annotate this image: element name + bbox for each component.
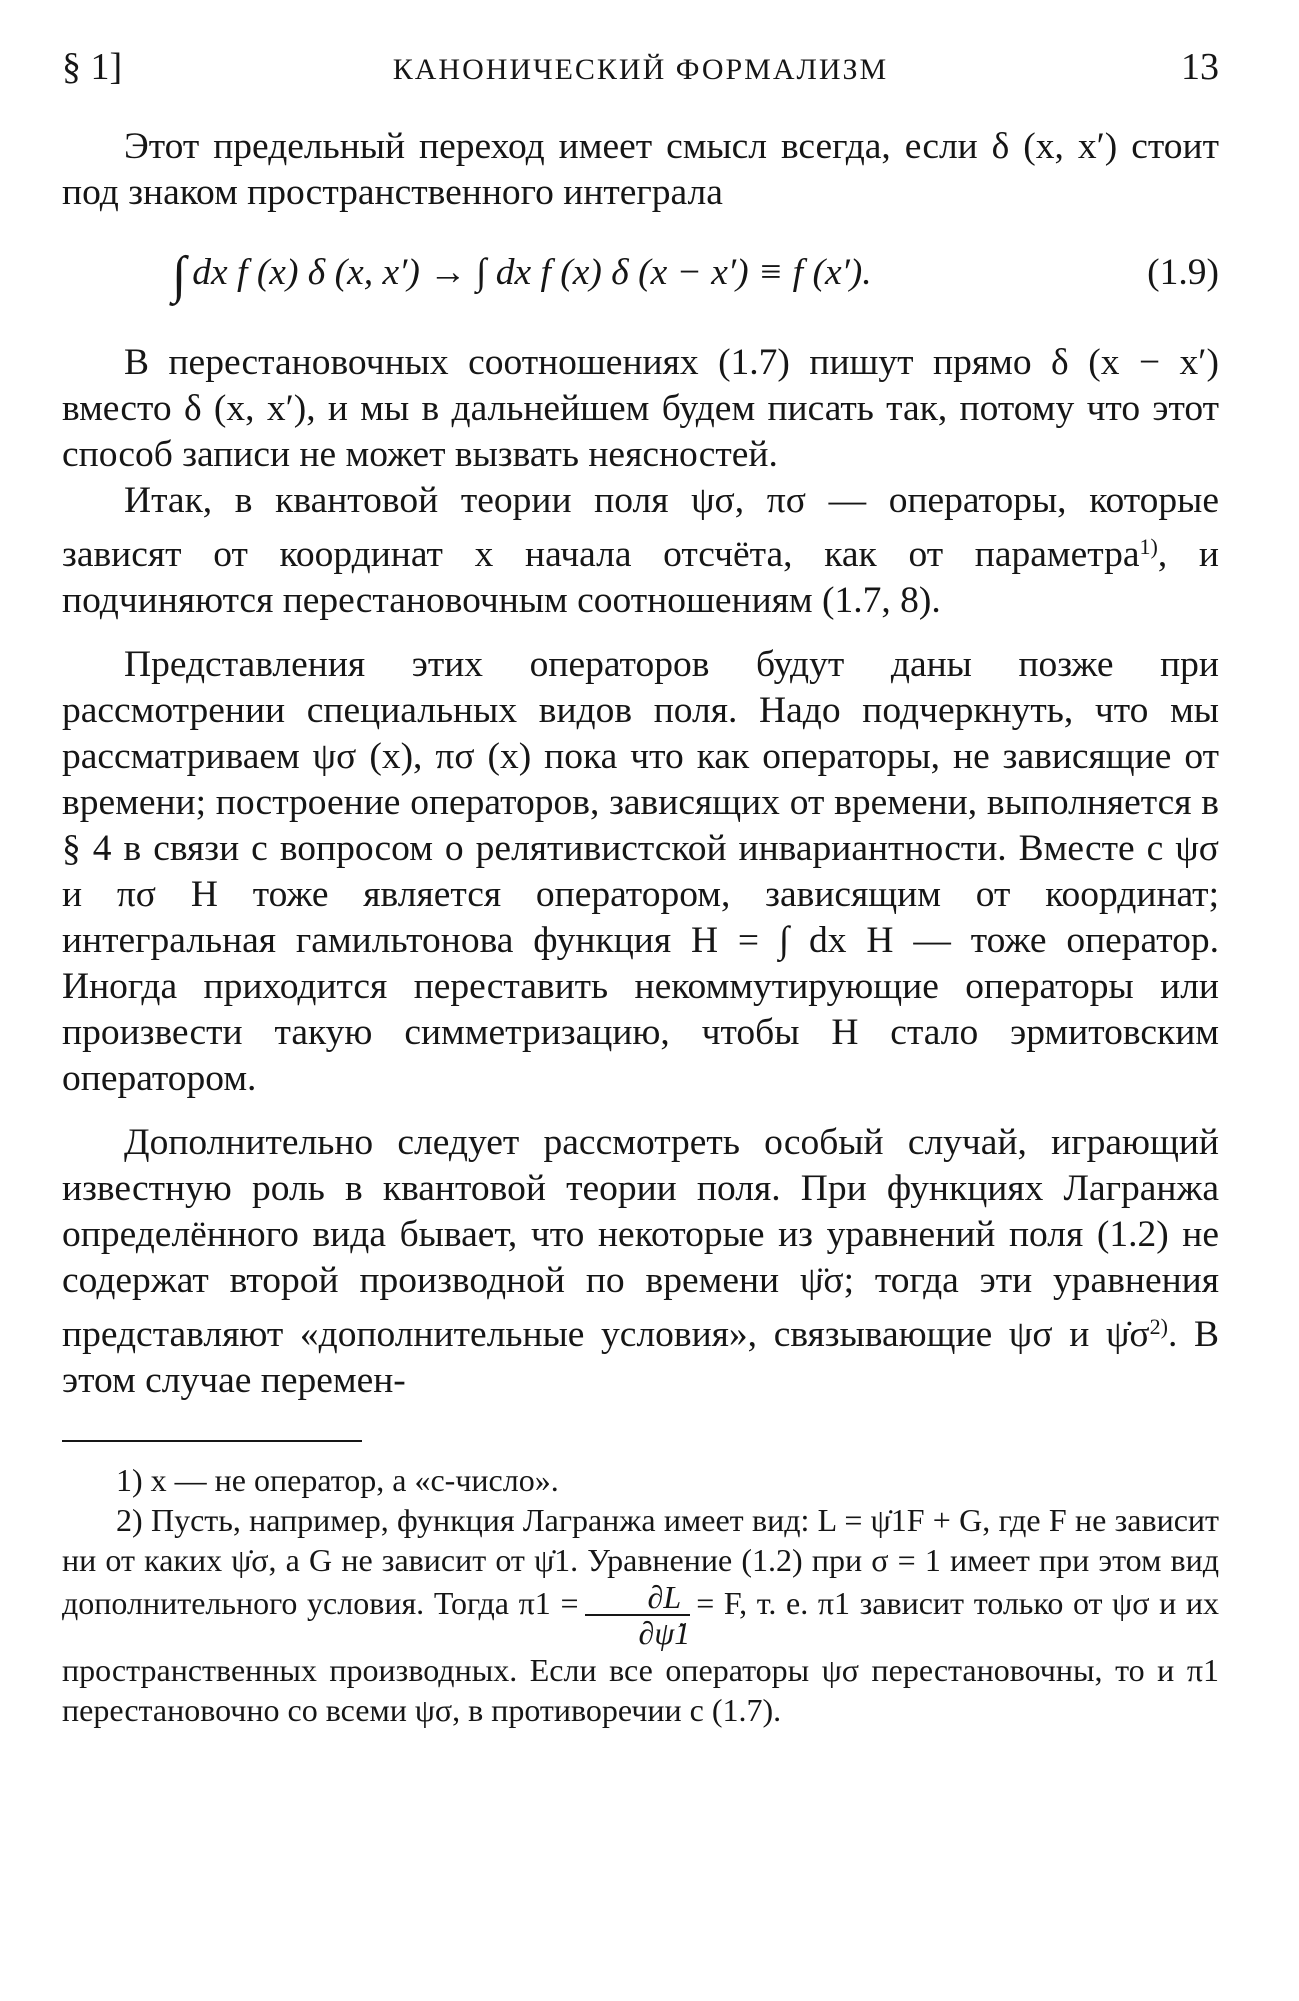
paragraph-2: В перестановочных соотношениях (1.7) пишут прямо δ (x − x′) вместо δ (x, x′), и мы в дальнейшем будем писать так, потому что этот способ записи не может вызвать неясностей. [62,342,1219,475]
footnote-2: 2) Пусть, например, функция Лагранжа имеет вид: L = ψ̇1F + G, где F не зависит ни от каких ψ̇σ, а G не зависит от ψ̇1. Уравнение (1.2) при σ = 1 имеет при этом вид дополнительного условия. Тогда π1 = $\frac{\partial L}{\partial\psi̇1}$ = F, т. е. π1 зависит только от ψσ и их пространственных производных. Если все операторы ψσ перестановочны, то и π1 перестановочно со всеми ψσ, в противоречии с (1.7). [62,1502,1220,1728]
chapter-title: КАНОНИЧЕСКИЙ ФОРМАЛИЗМ [392,53,889,86]
equation-number: (1.9) [1147,252,1219,293]
integral-sign: ∫ [172,247,187,304]
footnotes [62,1460,1219,1730]
footnote-divider [62,1440,362,1442]
running-header [62,44,1219,100]
equation-1-9 [62,226,1219,322]
book-page [62,44,1219,1964]
paragraph-3: Итак, в квантовой теории поля ψσ, πσ — операторы, которые зависят от координат x начала отсчёта, как от параметра$^{1)}$, и подчиняются перестановочным соотношениям (1.7, 8). [62,480,1219,621]
paragraph-1: Этот предельный переход имеет смысл всегда, если δ (x, x′) стоит под знаком пространственного интеграла [62,126,1219,213]
footnote-ref-1: 1) [1139,534,1158,559]
equation-expression: ∫ dx f (x) δ (x, x′) → ∫ dx f (x) δ (x − x′) ≡ f (x′). [172,247,872,304]
paragraph-4: Представления этих операторов будут даны позже при рассмотрении специальных видов поля. Надо подчеркнуть, что мы рассматриваем ψσ (x), πσ (x) пока что как операторы, не зависящие от времени; построение операторов, зависящих от времени, выполняется в § 4 в связи с вопросом о релятивистской инвариантности. Вместе с ψσ и πσ H тоже является оператором, зависящим от координат; интегральная гамильтонова функция H = ∫ dx H — тоже оператор. Иногда приходится переставить некоммутирующие операторы или произвести такую симметризацию, чтобы H стало эрмитовским оператором. [62,644,1219,1099]
section-mark: § 1] [62,46,123,88]
fraction-denominator: ∂ψ̇1 [638,1615,691,1651]
main-text [62,124,1219,1404]
fraction-numerator: ∂L [585,1580,691,1616]
footnote-ref-2: 2) [1149,1314,1168,1339]
footnote-1: 1) x — не оператор, а «c-число». [116,1462,559,1498]
paragraph-5: Дополнительно следует рассмотреть особый случай, играющий известную роль в квантовой теории поля. При функциях Лагранжа определённого вида бывает, что некоторые из уравнений поля (1.2) не содержат второй производной по времени ψ̈σ; тогда эти уравнения представляют «дополнительные условия», связывающие ψσ и $\psi̇\sigma^{2)}$. В этом случае перемен- [62,1122,1219,1401]
partial-derivative-fraction [585,1580,691,1650]
page-number: 13 [1180,46,1219,88]
